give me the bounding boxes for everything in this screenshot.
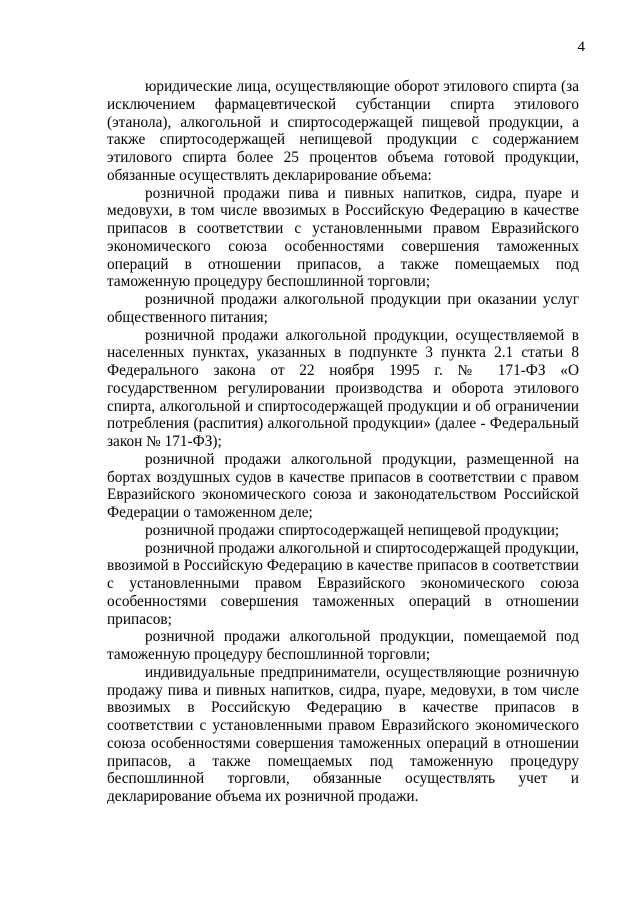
paragraph-nonfood-retail: розничной продажи спиртосодержащей непищевой продукции; (145, 521, 560, 539)
document-body (107, 78, 579, 806)
paragraph-supplies-retail: розничной продажи алкогольной и спиртосодержащей продукции, ввозимой в Российскую Федерацию в качестве припасов в соответствии с установленными правом Евразийского экономического союза особенностями совершения таможенных операций в отношении припасов; (107, 539, 579, 628)
paragraph-aircraft-retail: розничной продажи алкогольной продукции, размещенной на бортах воздушных судов в качестве припасов в соответствии с правом Евразийского экономического союза и законодательством Российской Федерации о таможенном деле; (107, 450, 579, 521)
page-number: 4 (577, 39, 585, 55)
paragraph-legal-entities: юридические лица, осуществляющие оборот этилового спирта (за исключением фармацевтической субстанции спирта этилового (этанола), алкогольной и спиртосодержащей пищевой продукции, а также спиртосодержащей непищевой продукции с содержанием этилового спирта более 25 процентов объема готовой продукции, обязанные осуществлять декларирование объема: (107, 78, 579, 184)
paragraph-dutyfree-retail: розничной продажи алкогольной продукции, помещаемой под таможенную процедуру беспошлинной торговли; (107, 628, 579, 663)
paragraph-catering-retail: розничной продажи алкогольной продукции при оказании услуг общественного питания; (107, 291, 579, 326)
paragraph-individual-entrepreneurs: индивидуальные предприниматели, осуществляющие розничную продажу пива и пивных напитков, сидра, пуаре, медовухи, в том числе ввозимых в Российскую Федерацию в качестве припасов в соответствии с установленными правом Евразийского экономического союза особенностями совершения таможенных операций в отношении припасов, а также помещаемых под таможенную процедуру беспошлинной торговли, обязанные осуществлять учет и декларирование объема их розничной продажи. (107, 663, 579, 805)
paragraph-settlements-retail: розничной продажи алкогольной продукции, осуществляемой в населенных пунктах, указанных в подпункте 3 пункта 2.1 статьи 8 Федерального закона от 22 ноября 1995 г. № 171-ФЗ «О государственном регулировании производства и оборота этилового спирта, алкогольной и спиртосодержащей продукции и об ограничении потребления (распития) алкогольной продукции» (далее - Федеральный закон № 171-ФЗ); (107, 326, 579, 450)
paragraph-beer-retail: розничной продажи пива и пивных напитков, сидра, пуаре и медовухи, в том числе ввозимых в Российскую Федерацию в качестве припасов в соответствии с установленными правом Евразийского экономического союза особенностями совершения таможенных операций в отношении припасов, а также помещаемых под таможенную процедуру беспошлинной торговли; (107, 184, 579, 291)
